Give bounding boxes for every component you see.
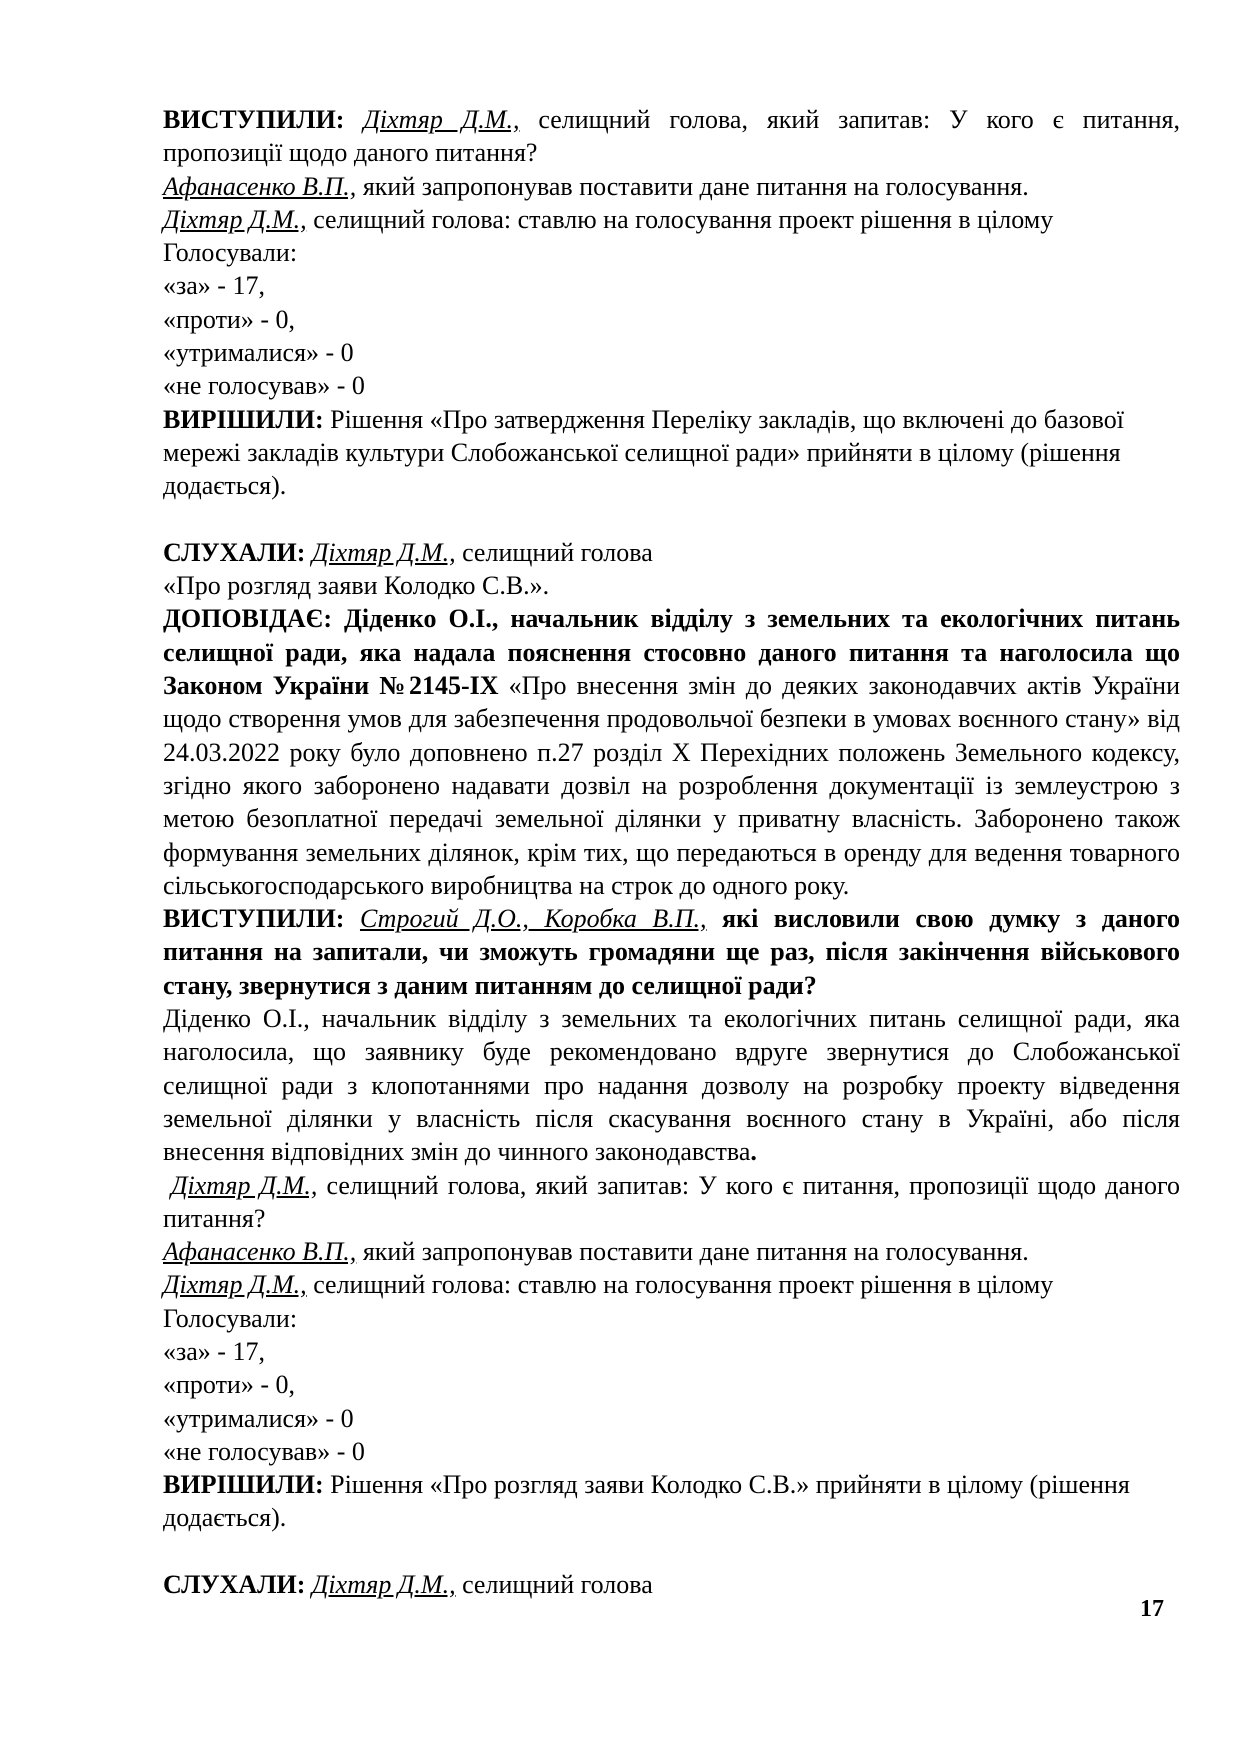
- paragraph-text: Діденко О.І., начальник відділу з земельних та екологічних питань селищної ради, яка наголосила, що заявнику буде рекомендовано вдруге звернутися до Слобожанської селищної ради з клопотаннями про надання дозволу на розробку проекту відведення земельної ділянки у власність після скасування воєнного стану в Україні, або після внесення відповідних змін до чинного законодавства: [163, 1004, 1180, 1167]
- speaker-names: Строгий Д.О., Коробка В.П.,: [359, 904, 707, 934]
- vote-against: «проти» - 0,: [163, 1370, 296, 1400]
- paragraph-didenko: [163, 1002, 1180, 1168]
- paragraph-vyrishyly-1: [163, 403, 1180, 503]
- paragraph-vystupyly-2: [163, 902, 1180, 1002]
- vote-abstained: «утрималися» - 0: [163, 338, 354, 368]
- speaker-name: Афанасенко В.П.,: [163, 171, 357, 201]
- paragraph-text: селищний голова, який запитав: У кого є питання, пропозиції щодо даного питання?: [163, 1170, 1180, 1233]
- vote-label: Голосували:: [163, 238, 298, 268]
- label-vyrishyly: ВИРІШИЛИ:: [163, 1470, 324, 1500]
- label-dopovidaie: ДОПОВІДАЄ:: [163, 604, 332, 634]
- speaker-name: Діхтяр Д.М.,: [363, 105, 520, 134]
- paragraph-afanasenko-1: [163, 170, 1180, 203]
- paragraph-afanasenko-2: [163, 1235, 1180, 1268]
- paragraph-text: селищний голова: ставлю на голосування проект рішення в цілому: [306, 204, 1054, 234]
- label-slukhaly: СЛУХАЛИ:: [163, 1570, 306, 1600]
- speaker-name: Діхтяр Д.М.,: [163, 1270, 307, 1300]
- paragraph-text: який запропонував поставити дане питання на голосування.: [356, 1237, 1029, 1267]
- paragraph-end-dot: .: [750, 1137, 757, 1167]
- vote-results-2: [163, 1302, 1180, 1468]
- paragraph-text: «Про внесення змін до деяких законодавчих актів України щодо створення умов для забезпечення продовольчої безпеки в умовах воєнного стану» від 24.03.2022 року було доповнено п.27 розділ Х Перехідних положень Земельного кодексу, згідно якого заборонено надавати дозвіл на розроблення документації із землеустрою з метою безоплатної передачі земельної ділянки у приватну власність. Заборонено також формування земельних ділянок, крім тих, що передаються в оренду для ведення товарного сільськогосподарського виробництва на строк до одного року.: [163, 671, 1180, 900]
- paragraph-text: селищний голова, який запитав: У кого є питання, пропозиції щодо даного питання?: [163, 105, 1181, 168]
- agenda-topic: «Про розгляд заяви Колодко С.В.».: [163, 571, 550, 601]
- paragraph-dopovidaie: [163, 602, 1180, 902]
- paragraph-text-bold: Діденко О.І., начальник відділу з земельних та екологічних питань селищної ради, яка надала пояснення стосовно даного питання та наголосила що Законом України №2145-IX: [163, 604, 1180, 701]
- vote-for: «за» - 17,: [163, 271, 265, 301]
- paragraph-vystupyly-1: [163, 103, 1180, 170]
- vote-not-voted: «не голосував» - 0: [163, 1436, 365, 1466]
- speaker-name: Афанасенко В.П.,: [163, 1237, 357, 1267]
- paragraph-text: селищний голова: [455, 1570, 653, 1600]
- label-vystupyly: ВИСТУПИЛИ:: [163, 904, 345, 934]
- paragraph-slukhaly-1: [163, 536, 1180, 569]
- label-vystupyly: ВИСТУПИЛИ:: [163, 105, 345, 134]
- speaker-name: Діхтяр Д.М.,: [163, 204, 307, 234]
- vote-abstained: «утрималися» - 0: [163, 1403, 354, 1433]
- paragraph-text: селищний голова: ставлю на голосування проект рішення в цілому: [306, 1270, 1054, 1300]
- vote-label: Голосували:: [163, 1303, 298, 1333]
- label-vyrishyly: ВИРІШИЛИ:: [163, 404, 324, 434]
- speaker-name: Діхтяр Д.М.,: [311, 1570, 456, 1600]
- blank-line: [163, 1535, 1180, 1568]
- document-page: [163, 103, 1180, 1601]
- paragraph-dikhtiar-vote-1: [163, 203, 1180, 236]
- paragraph-text: який запропонував поставити дане питання на голосування.: [356, 171, 1029, 201]
- paragraph-text: Рішення «Про затвердження Переліку закладів, що включені до базової мережі закладів культури Слобожанської селищної ради» прийняти в цілому (рішення додається).: [163, 404, 1124, 501]
- paragraph-dikhtiar-question-2: [163, 1169, 1180, 1236]
- blank-line: [163, 503, 1180, 536]
- paragraph-text: селищний голова: [455, 537, 653, 567]
- vote-for: «за» - 17,: [163, 1336, 265, 1366]
- vote-results-1: [163, 236, 1180, 402]
- paragraph-vyrishyly-2: [163, 1468, 1180, 1535]
- paragraph-text: Рішення «Про розгляд заяви Колодко С.В.» прийняти в цілому (рішення додається).: [163, 1470, 1130, 1533]
- page-number: 17: [1140, 1596, 1164, 1622]
- speaker-name: Діхтяр Д.М.,: [171, 1170, 318, 1200]
- speaker-name: Діхтяр Д.М.,: [311, 537, 456, 567]
- paragraph-slukhaly-2: [163, 1568, 1180, 1601]
- paragraph-dikhtiar-vote-2: [163, 1268, 1180, 1301]
- label-slukhaly: СЛУХАЛИ:: [163, 537, 306, 567]
- paragraph-text-bold: які висловили свою думку з даного питання на запитали, чи зможуть громадяни ще раз, після закінчення військового стану, звернутися з даним питанням до селищної ради?: [163, 904, 1180, 1000]
- vote-not-voted: «не голосував» - 0: [163, 371, 365, 401]
- vote-against: «проти» - 0,: [163, 304, 296, 334]
